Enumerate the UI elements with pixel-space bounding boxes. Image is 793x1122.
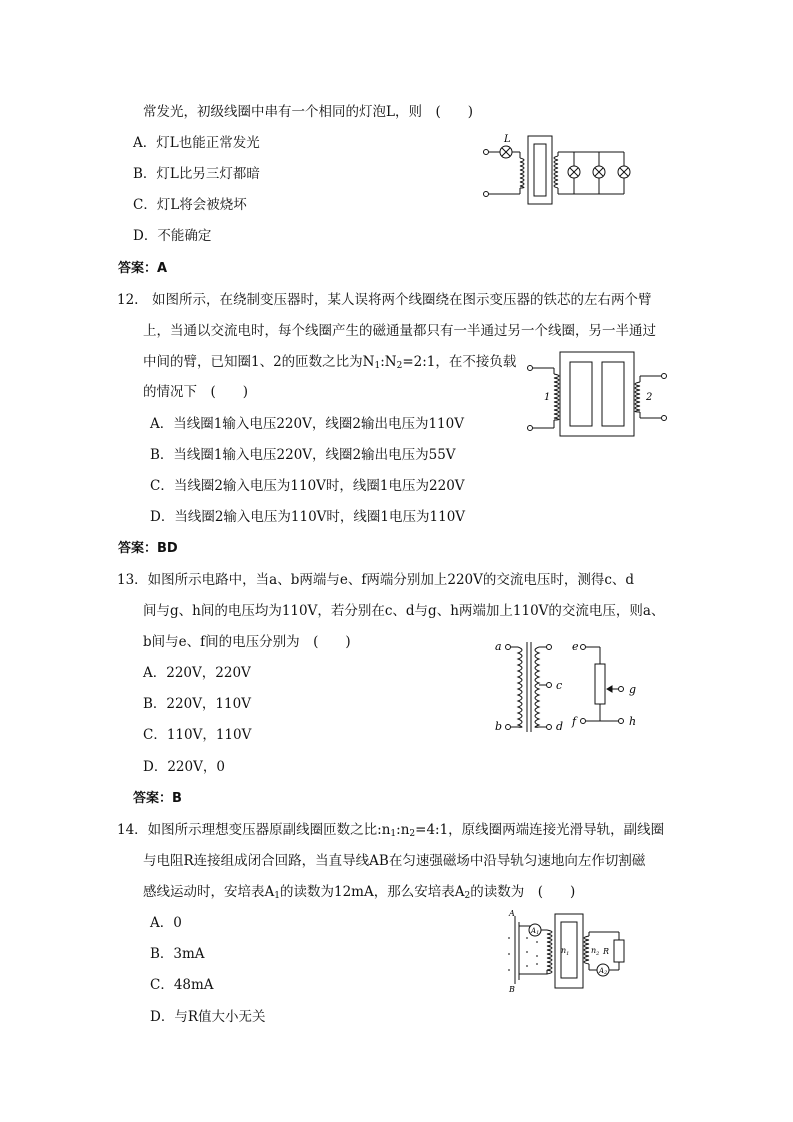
q12-transformer-figure [522,348,672,440]
q12-stem-line4: 的情况下 ( ) [143,384,249,400]
q12-answer: 答案：BD [118,541,178,556]
q14-stem-line1: 14．如图所示理想变压器原副线圈匝数之比$:n_1:n_2=4:1$，原线圈两端连接光滑导轨，副线圈 [117,822,665,839]
q14-option-c: C．48mA [150,977,214,993]
q12-stem-line2: 上，当通以交流电时，每个线圈产生的磁通量都只有一半通过另一个线圈，另一半通过 [143,323,656,339]
q14-fig-label-n2: $n_2$ [591,946,600,957]
q13-stem-line1: 13．如图所示电路中，当a、b两端与e、f两端分别加上220V的交流电压时，测得c、d [117,572,635,588]
q13-fig-label-h: h [629,715,637,728]
q13-option-a: A．220V，220V [143,665,251,681]
q13-option-b: B．220V，110V [143,696,251,712]
q14-fig-ammeter-a1: A1 [531,927,540,936]
q13-fig-label-c: c [556,679,563,692]
q13-stem-line3: b间与e、f间的电压分别为 ( ) [143,634,351,650]
q12-stem-line3: 中间的臂，已知圈1、2的匝数之比为$N_1:N_2=2:1$，在不接负载 [143,354,517,371]
q14-fig-label-a: A [509,909,515,918]
q11-stem-line1: 常发光，初级线圈中串有一个相同的灯泡L，则 ( ) [143,104,473,120]
q12-option-d: D．当线圈2输入电压为110V时，线圈1电压为110V [150,509,466,525]
q13-stem-line2: 间与g、h间的电压均为110V，若分别在c、d与g、h两端加上110V的交流电压，则a、 [143,603,665,619]
q13-fig-label-f: f [572,715,577,728]
q14-option-d: D．与R值大小无关 [150,1009,266,1025]
q12-fig-label-1: 1 [544,392,551,403]
q12-option-b: B．当线圈1输入电压220V，线圈2输出电压为55V [150,447,456,463]
q11-option-a: A．灯L也能正常发光 [133,135,260,151]
q12-option-c: C．当线圈2输入电压为110V时，线圈1电压为220V [150,478,465,494]
q14-circuit-figure [505,908,635,994]
q14-fig-label-b: B [509,985,515,994]
q13-option-c: C．110V，110V [143,727,252,743]
q13-fig-label-e: e [572,640,579,653]
q14-option-b: B．3mA [150,946,205,962]
q11-fig-label-l: L [504,134,511,145]
q13-answer: 答案：B [133,791,182,806]
q11-option-d: D．不能确定 [133,228,212,244]
q13-fig-label-g: g [629,683,637,696]
q14-fig-label-r: R [603,947,610,956]
q13-fig-label-b: b [495,720,503,733]
q14-stem-line3: 感线运动时，安培表$A_1$的读数为12mA，那么安培表$A_2$的读数为 ( ) [143,884,576,901]
q13-option-d: D．220V，0 [143,759,225,775]
q12-stem-line1: 12. 如图所示，在绕制变压器时，某人误将两个线圈绕在图示变压器的铁芯的左右两个臂 [117,292,652,308]
q12-fig-label-2: 2 [646,392,653,403]
q13-fig-label-d: d [556,720,564,733]
q14-fig-label-n1: $n_1$ [561,946,570,957]
q11-option-b: B．灯L比另三灯都暗 [133,166,260,182]
q11-answer: 答案：A [118,261,168,276]
q11-option-c: C．灯L将会被烧坏 [133,197,247,213]
q11-transformer-figure [478,128,638,208]
q13-fig-label-a: a [495,640,502,653]
q12-option-a: A．当线圈1输入电压220V，线圈2输出电压为110V [150,416,464,432]
q14-stem-line2: 与电阻R连接组成闭合回路，当直导线AB在匀速强磁场中沿导轨匀速地向左作切割磁 [143,853,646,869]
q13-circuit-figure [490,636,650,736]
q14-fig-ammeter-a2: A2 [599,967,608,976]
q14-option-a: A．0 [150,915,182,931]
